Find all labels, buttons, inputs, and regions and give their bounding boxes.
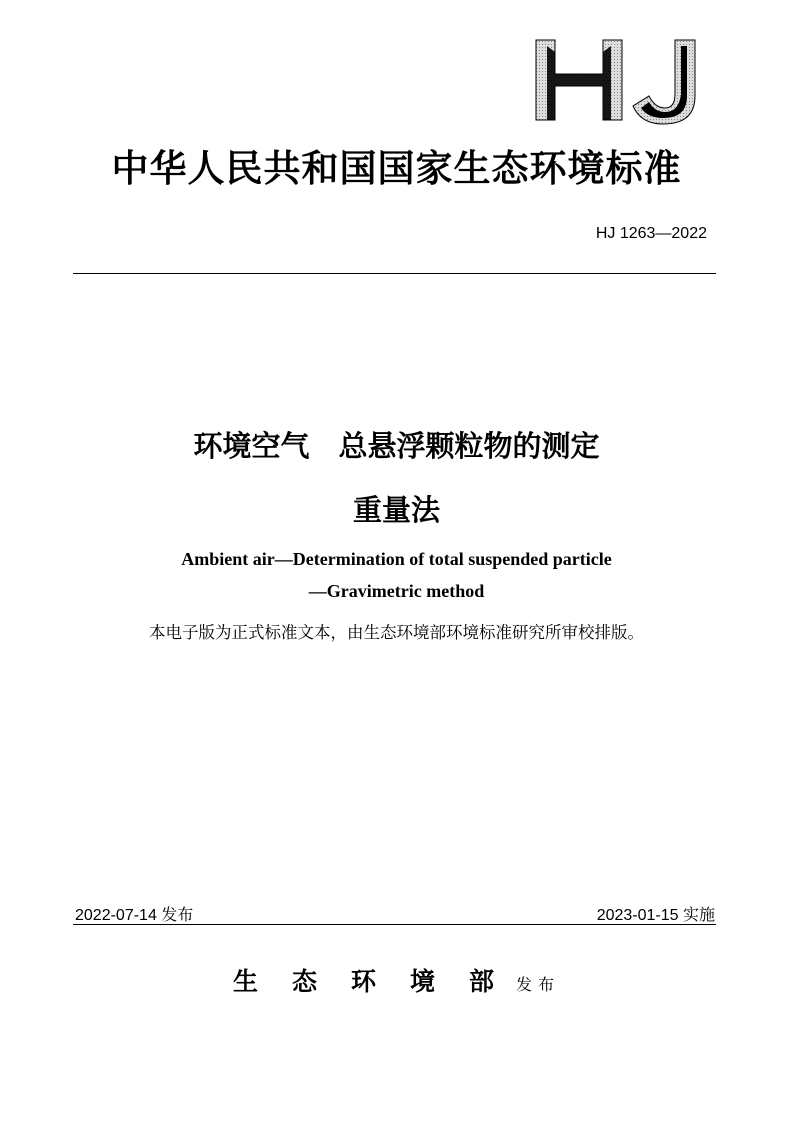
publish-label: 发布 [516, 975, 561, 994]
document-subtitle: 重量法 [352, 493, 440, 527]
edition-note: 本电子版为正式标准文本，由生态环境部环境标准研究所审校排版。 [149, 623, 644, 642]
issuing-authority-title: 中华人民共和国国家生态环境标准 [111, 146, 682, 190]
english-title: Ambient air—Determination of total suspended particle [181, 549, 612, 569]
issue-date: 2022-07-14 发布 [75, 907, 194, 924]
english-subtitle: —Gravimetric method [308, 581, 485, 601]
header-divider [73, 273, 716, 274]
hj-logo [533, 38, 698, 126]
footer-divider [73, 924, 716, 925]
publisher-name: 生态环境部 [232, 967, 528, 996]
effective-date: 2023-01-15 实施 [596, 907, 715, 924]
standard-number: HJ 1263—2022 [595, 225, 707, 242]
publisher [0, 962, 793, 998]
document-title: 环境空气 总悬浮颗粒物的测定 [193, 429, 600, 463]
